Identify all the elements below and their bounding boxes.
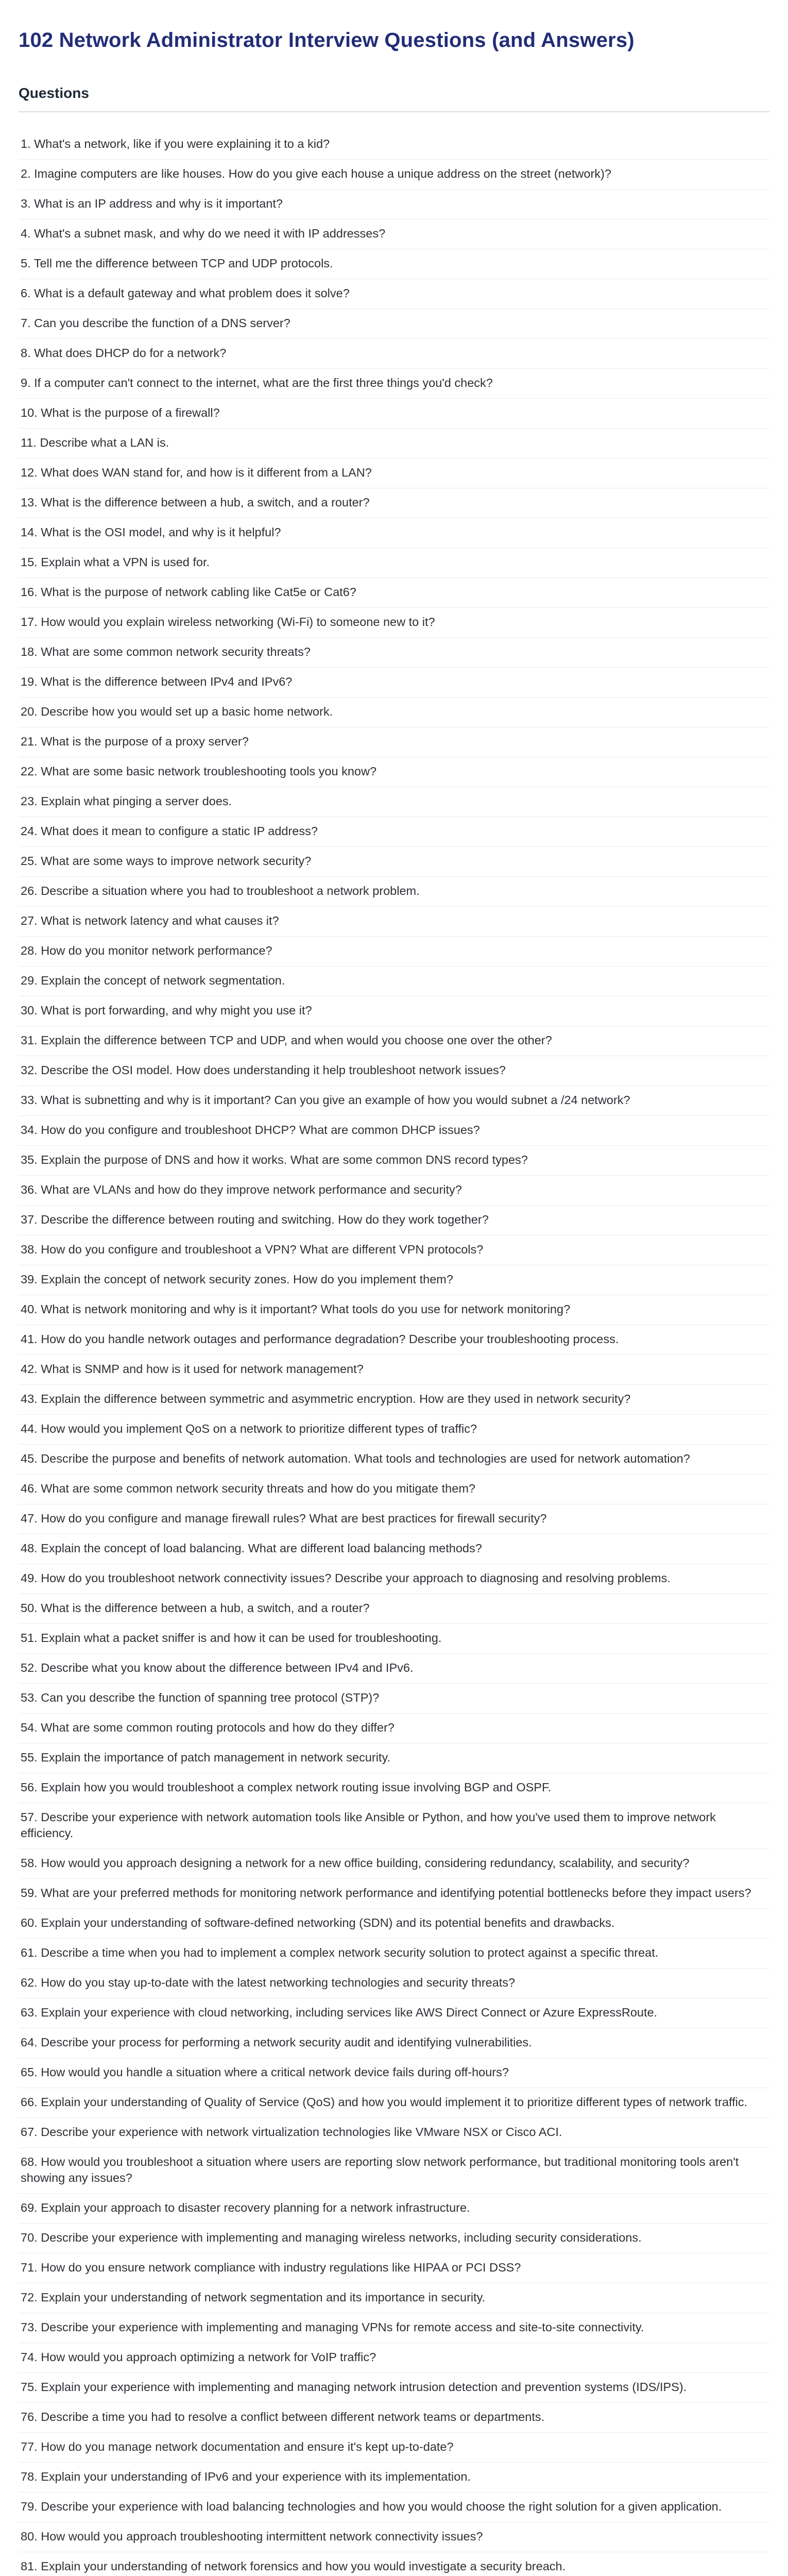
question-item: 31. Explain the difference between TCP and UDP, and when would you choose one over the other? <box>19 1026 769 1056</box>
question-item: 30. What is port forwarding, and why might you use it? <box>19 996 769 1026</box>
question-item: 20. Describe how you would set up a basic home network. <box>19 698 769 727</box>
question-item: 38. How do you configure and troubleshoot a VPN? What are different VPN protocols? <box>19 1235 769 1265</box>
question-item: 37. Describe the difference between routing and switching. How do they work together? <box>19 1206 769 1235</box>
question-item: 2. Imagine computers are like houses. How do you give each house a unique address on the street (network)? <box>19 160 769 190</box>
question-item: 65. How would you handle a situation where a critical network device fails during off-hours? <box>19 2058 769 2088</box>
question-item: 59. What are your preferred methods for monitoring network performance and identifying potential bottlenecks before they impact users? <box>19 1879 769 1909</box>
question-item: 7. Can you describe the function of a DNS server? <box>19 309 769 339</box>
question-item: 21. What is the purpose of a proxy server? <box>19 727 769 757</box>
question-item: 27. What is network latency and what causes it? <box>19 907 769 937</box>
question-item: 80. How would you approach troubleshooting intermittent network connectivity issues? <box>19 2522 769 2552</box>
question-item: 8. What does DHCP do for a network? <box>19 339 769 369</box>
question-item: 44. How would you implement QoS on a network to prioritize different types of traffic? <box>19 1415 769 1445</box>
question-item: 42. What is SNMP and how is it used for network management? <box>19 1355 769 1385</box>
question-item: 26. Describe a situation where you had to troubleshoot a network problem. <box>19 877 769 907</box>
question-item: 4. What's a subnet mask, and why do we need it with IP addresses? <box>19 219 769 249</box>
question-item: 29. Explain the concept of network segmentation. <box>19 967 769 996</box>
article <box>19 0 769 2576</box>
question-item: 76. Describe a time you had to resolve a conflict between different network teams or departments. <box>19 2403 769 2433</box>
question-item: 77. How do you manage network documentation and ensure it's kept up-to-date? <box>19 2433 769 2463</box>
question-item: 52. Describe what you know about the difference between IPv4 and IPv6. <box>19 1654 769 1684</box>
question-item: 47. How do you configure and manage firewall rules? What are best practices for firewall security? <box>19 1504 769 1534</box>
question-item: 71. How do you ensure network compliance with industry regulations like HIPAA or PCI DSS? <box>19 2253 769 2283</box>
question-item: 56. Explain how you would troubleshoot a complex network routing issue involving BGP and OSPF. <box>19 1773 769 1803</box>
question-item: 40. What is network monitoring and why is it important? What tools do you use for network monitoring? <box>19 1295 769 1325</box>
question-item: 62. How do you stay up-to-date with the latest networking technologies and security threats? <box>19 1969 769 1998</box>
question-item: 6. What is a default gateway and what problem does it solve? <box>19 279 769 309</box>
question-item: 16. What is the purpose of network cabling like Cat5e or Cat6? <box>19 578 769 608</box>
question-item: 33. What is subnetting and why is it important? Can you give an example of how you would subnet a /24 network? <box>19 1086 769 1116</box>
question-item: 50. What is the difference between a hub, a switch, and a router? <box>19 1594 769 1624</box>
question-item: 48. Explain the concept of load balancing. What are different load balancing methods? <box>19 1534 769 1564</box>
question-item: 39. Explain the concept of network security zones. How do you implement them? <box>19 1265 769 1295</box>
question-item: 75. Explain your experience with implementing and managing network intrusion detection and prevention systems (IDS/IPS). <box>19 2373 769 2403</box>
question-item: 9. If a computer can't connect to the internet, what are the first three things you'd check? <box>19 369 769 399</box>
questions-list <box>19 130 769 2576</box>
question-item: 45. Describe the purpose and benefits of network automation. What tools and technologies are used for network automation? <box>19 1445 769 1475</box>
question-item: 36. What are VLANs and how do they improve network performance and security? <box>19 1176 769 1206</box>
question-item: 51. Explain what a packet sniffer is and how it can be used for troubleshooting. <box>19 1624 769 1654</box>
question-item: 11. Describe what a LAN is. <box>19 429 769 459</box>
question-item: 22. What are some basic network troubleshooting tools you know? <box>19 757 769 787</box>
question-item: 64. Describe your process for performing a network security audit and identifying vulnerabilities. <box>19 2028 769 2058</box>
question-item: 12. What does WAN stand for, and how is it different from a LAN? <box>19 459 769 488</box>
question-item: 74. How would you approach optimizing a network for VoIP traffic? <box>19 2343 769 2373</box>
question-item: 70. Describe your experience with implementing and managing wireless networks, including security considerations. <box>19 2224 769 2253</box>
question-item: 69. Explain your approach to disaster recovery planning for a network infrastructure. <box>19 2194 769 2224</box>
question-item: 67. Describe your experience with network virtualization technologies like VMware NSX or Cisco ACI. <box>19 2118 769 2148</box>
question-item: 60. Explain your understanding of software-defined networking (SDN) and its potential benefits and drawbacks. <box>19 1909 769 1939</box>
question-item: 66. Explain your understanding of Quality of Service (QoS) and how you would implement it to prioritize different types of network traffic. <box>19 2088 769 2118</box>
question-item: 19. What is the difference between IPv4 and IPv6? <box>19 668 769 698</box>
question-item: 35. Explain the purpose of DNS and how it works. What are some common DNS record types? <box>19 1146 769 1176</box>
question-item: 63. Explain your experience with cloud networking, including services like AWS Direct Connect or Azure ExpressRoute. <box>19 1998 769 2028</box>
question-item: 53. Can you describe the function of spanning tree protocol (STP)? <box>19 1684 769 1714</box>
question-item: 41. How do you handle network outages and performance degradation? Describe your troubleshooting process. <box>19 1325 769 1355</box>
question-item: 58. How would you approach designing a network for a new office building, considering redundancy, scalability, and security? <box>19 1849 769 1879</box>
question-item: 3. What is an IP address and why is it important? <box>19 190 769 219</box>
section-heading-questions: Questions <box>19 84 769 112</box>
question-item: 15. Explain what a VPN is used for. <box>19 548 769 578</box>
question-item: 43. Explain the difference between symmetric and asymmetric encryption. How are they used in network security? <box>19 1385 769 1415</box>
page-title: 102 Network Administrator Interview Questions (and Answers) <box>19 29 635 52</box>
question-item: 54. What are some common routing protocols and how do they differ? <box>19 1714 769 1743</box>
question-item: 32. Describe the OSI model. How does understanding it help troubleshoot network issues? <box>19 1056 769 1086</box>
question-item: 72. Explain your understanding of network segmentation and its importance in security. <box>19 2283 769 2313</box>
question-item: 24. What does it mean to configure a static IP address? <box>19 817 769 847</box>
question-item: 1. What's a network, like if you were explaining it to a kid? <box>19 130 769 160</box>
question-item: 68. How would you troubleshoot a situation where users are reporting slow network performance, but traditional monitoring tools aren't showing any issues? <box>19 2148 769 2194</box>
question-item: 55. Explain the importance of patch management in network security. <box>19 1743 769 1773</box>
question-item: 25. What are some ways to improve network security? <box>19 847 769 877</box>
question-item: 23. Explain what pinging a server does. <box>19 787 769 817</box>
question-item: 81. Explain your understanding of network forensics and how you would investigate a security breach. <box>19 2552 769 2576</box>
question-item: 46. What are some common network security threats and how do you mitigate them? <box>19 1475 769 1504</box>
question-item: 34. How do you configure and troubleshoot DHCP? What are common DHCP issues? <box>19 1116 769 1146</box>
question-item: 17. How would you explain wireless networking (Wi-Fi) to someone new to it? <box>19 608 769 638</box>
question-item: 61. Describe a time when you had to implement a complex network security solution to protect against a specific threat. <box>19 1939 769 1969</box>
question-item: 57. Describe your experience with network automation tools like Ansible or Python, and how you've used them to improve network efficiency. <box>19 1803 769 1849</box>
question-item: 28. How do you monitor network performance? <box>19 937 769 967</box>
question-item: 73. Describe your experience with implementing and managing VPNs for remote access and site-to-site connectivity. <box>19 2313 769 2343</box>
question-item: 78. Explain your understanding of IPv6 and your experience with its implementation. <box>19 2463 769 2493</box>
question-item: 49. How do you troubleshoot network connectivity issues? Describe your approach to diagnosing and resolving problems. <box>19 1564 769 1594</box>
question-item: 79. Describe your experience with load balancing technologies and how you would choose the right solution for a given application. <box>19 2493 769 2522</box>
question-item: 5. Tell me the difference between TCP and UDP protocols. <box>19 249 769 279</box>
question-item: 13. What is the difference between a hub, a switch, and a router? <box>19 488 769 518</box>
question-item: 18. What are some common network security threats? <box>19 638 769 668</box>
question-item: 10. What is the purpose of a firewall? <box>19 399 769 429</box>
question-item: 14. What is the OSI model, and why is it helpful? <box>19 518 769 548</box>
